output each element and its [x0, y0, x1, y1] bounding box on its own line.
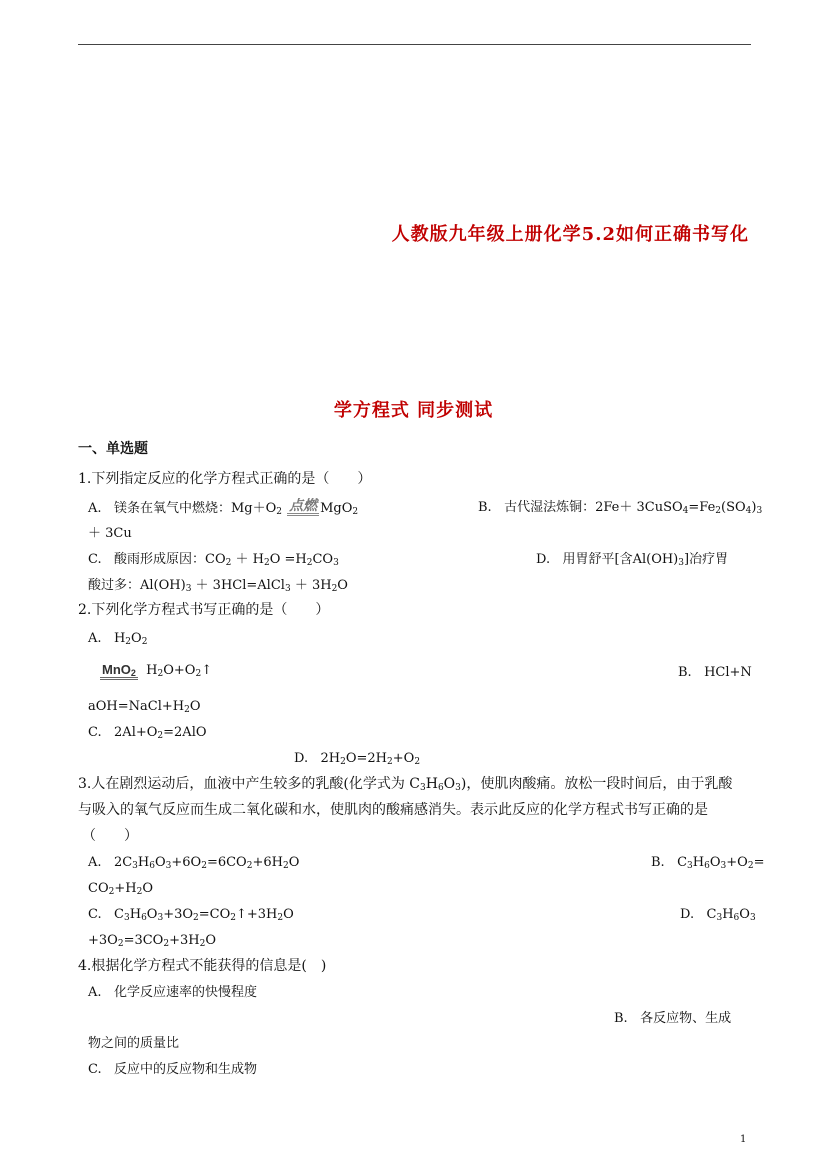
q1-option-d: D. 用胃舒平[含$Al(OH)_3$]冶疗胃 [536, 552, 729, 568]
q1-option-a: A. 镁条在氧气中燃烧：$Mg+O_2$ 点燃 MgO$_2$ [88, 498, 359, 517]
document-title-line2: 学方程式 同步测试 [333, 400, 494, 421]
document-title-line1: 人教版九年级上册化学5.2如何正确书写化 [391, 224, 749, 245]
q4-option-a: A. 化学反应速率的快慢程度 [88, 985, 257, 1000]
question-3-stem-line2: 与吸入的氧气反应而生成二氧化碳和水，使肌肉的酸痛感消失。表示此反应的化学方程式书写正确的是 [78, 802, 708, 818]
q3-option-c: C. $C_3H_6O_3+3O_2=CO_2↑+3H_2O$ [88, 907, 294, 923]
q3-option-d: D. $C_3H_6O_3$ [680, 907, 756, 923]
q2-option-a: A. $H_2O_2$ [88, 631, 148, 647]
q2-option-c: C. $2Al+O_2=2AlO$ [88, 725, 207, 741]
question-3-stem-line1: 3.人在剧烈运动后，血液中产生较多的乳酸(化学式为 $C_3H_6O_3$)，使肌肉酸痛。放松一段时间后，由于乳酸 [78, 776, 733, 793]
q2-option-a-line2: MnO$_2$ $H_2O+O_2↑$ [102, 662, 213, 679]
q2-option-b-wrap: $aOH=NaCl+H_2O$ [88, 699, 201, 715]
section-heading: 一、单选题 [78, 441, 148, 457]
header-rule [78, 44, 751, 45]
q3-option-b-wrap: $CO_2+H_2O$ [88, 881, 153, 897]
q1-option-c: C. 酸雨形成原因：$CO_2 + H_2O =H_2CO_3$ [88, 552, 339, 568]
catalyst-mno2-label: MnO$_2$ [102, 662, 136, 678]
question-4-stem: 4.根据化学方程式不能获得的信息是( ) [78, 958, 327, 974]
q4-option-c: C. 反应中的反应物和生成物 [88, 1062, 258, 1077]
page-number: 1 [740, 1134, 747, 1145]
q3-option-b: B. $C_3H_6O_3+O_2=$ [651, 855, 765, 871]
q1-option-d-wrap: 酸过多：$Al(OH)_3$ ＋ 3HCl=AlCl$_3$ ＋ $3H_2O$ [88, 578, 348, 594]
question-1-stem: 1.下列指定反应的化学方程式正确的是（ ） [78, 471, 372, 487]
question-3-stem-line3: （ ） [82, 828, 138, 844]
q4-option-b: B. 各反应物、生成 [614, 1011, 732, 1026]
q2-option-d: D. $2H_2O=2H_2+O_2$ [294, 751, 421, 767]
q2-option-b: B. HCl+N [678, 665, 752, 680]
reaction-condition-ignite: 点燃 [289, 498, 318, 514]
q1-option-b-wrap: ＋ 3Cu [88, 526, 132, 541]
q3-option-d-wrap: $+3O_2=3CO_2+3H_2O$ [88, 933, 216, 949]
q3-option-a: A. $2C_3H_6O_3+6O_2=6CO_2+6H_2O$ [88, 855, 300, 871]
q1-option-b: B. 古代湿法炼铜：$2Fe+ 3CuSO_4=Fe_2(SO_4)_3$ [478, 500, 763, 516]
question-2-stem: 2.下列化学方程式书写正确的是（ ） [78, 602, 330, 618]
q4-option-b-wrap: 物之间的质量比 [88, 1036, 180, 1051]
